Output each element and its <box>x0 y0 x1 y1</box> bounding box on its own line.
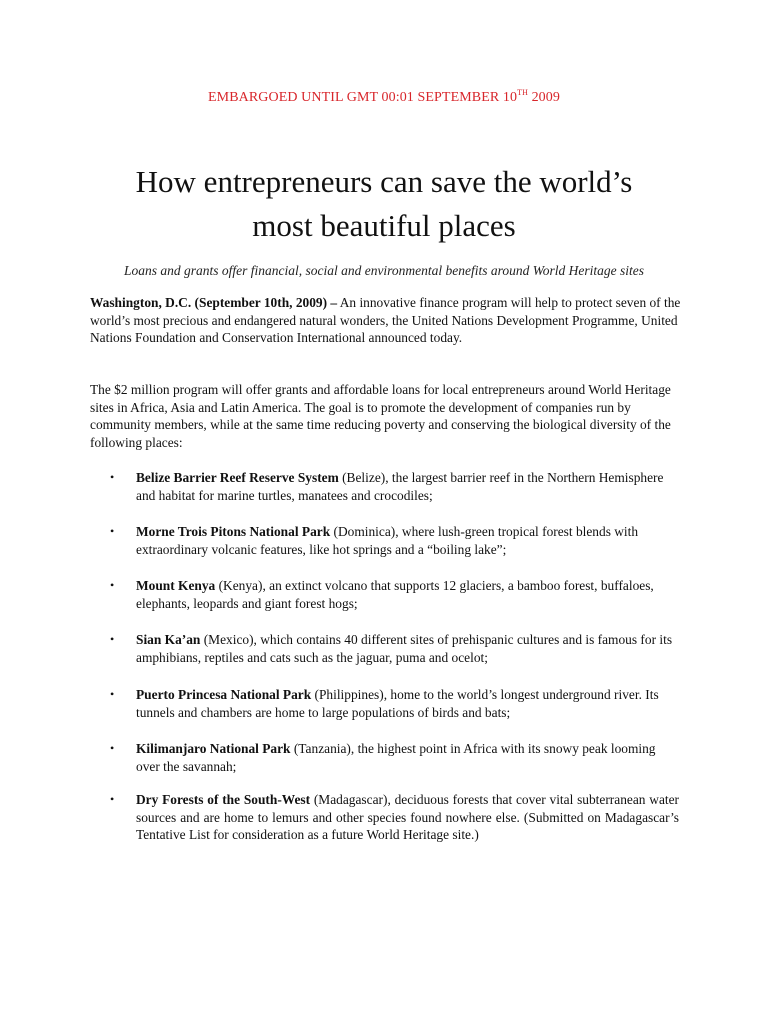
list-item <box>110 577 679 612</box>
paragraph-program: The $2 million program will offer grants and affordable loans for local entrepreneurs around World Heritage sites in Africa, Asia and Latin America. The goal is to promote the development of companies run by community members, while at the same time reducing poverty and conserving the biological diversity of the following places: <box>90 382 671 450</box>
list-item <box>110 740 679 775</box>
site-description: (Tanzania), the highest point in Africa with its snowy peak looming over the savannah; <box>136 741 656 774</box>
site-name: Mount Kenya <box>136 578 216 593</box>
site-name: Belize Barrier Reef Reserve System <box>136 470 339 485</box>
site-name: Morne Trois Pitons National Park <box>136 524 331 539</box>
site-description: (Madagascar), deciduous forests that cover vital subterranean water sources and are home to lemurs and other species found nowhere else. (Submitted on Madagascar’s Tentative List for consideration as a future World Heritage site.) <box>136 792 680 842</box>
list-item <box>110 791 680 844</box>
headline <box>0 160 768 248</box>
embargo-text: EMBARGOED UNTIL GMT 00:01 SEPTEMBER 10 <box>208 90 518 105</box>
site-name: Puerto Princesa National Park <box>136 687 312 702</box>
subtitle: Loans and grants offer financial, social and environmental benefits around World Heritage sites <box>123 263 645 278</box>
site-description: (Philippines), home to the world’s longest underground river. Its tunnels and chambers are home to large populations of birds and bats; <box>136 687 659 720</box>
embargo-superscript: TH <box>517 88 528 97</box>
site-description: (Belize), the largest barrier reef in the Northern Hemisphere and habitat for marine turtles, manatees and crocodiles; <box>136 470 664 503</box>
bullet-icon: • <box>110 632 115 646</box>
site-name: Dry Forests of the South-West <box>136 792 311 807</box>
site-description: (Kenya), an extinct volcano that supports 12 glaciers, a bamboo forest, buffaloes, elephants, leopards and giant forest hogs; <box>136 578 654 611</box>
headline-line-1: How entrepreneurs can save the world’s <box>135 164 633 199</box>
site-name: Kilimanjaro National Park <box>136 741 291 756</box>
dateline: Washington, D.C. (September 10th, 2009) – <box>90 295 338 310</box>
embargo-year: 2009 <box>527 90 560 105</box>
bullet-icon: • <box>110 470 115 484</box>
list-item <box>110 686 679 721</box>
list-item <box>110 631 679 666</box>
bullet-icon: • <box>110 792 115 806</box>
bullet-icon: • <box>110 741 115 755</box>
bullet-icon: • <box>110 687 115 701</box>
headline-line-2: most beautiful places <box>252 208 516 243</box>
bullet-icon: • <box>110 524 115 538</box>
paragraph-intro <box>90 294 690 347</box>
site-name: Sian Ka’an <box>136 632 201 647</box>
list-item <box>110 523 679 558</box>
site-description: (Dominica), where lush-green tropical forest blends with extraordinary volcanic features, like hot springs and a “boiling lake”; <box>136 524 639 557</box>
paragraph-intro-body: An innovative finance program will help to protect seven of the world’s most precious and endangered natural wonders, the United Nations Development Programme, United Nations Foundation and Conservation International announced today. <box>90 295 681 345</box>
embargo-notice <box>0 88 768 106</box>
site-description: (Mexico), which contains 40 different sites of prehispanic cultures and is famous for its amphibians, reptiles and cats such as the jaguar, puma and ocelot; <box>136 632 673 665</box>
bullet-icon: • <box>110 578 115 592</box>
list-item <box>110 469 679 504</box>
